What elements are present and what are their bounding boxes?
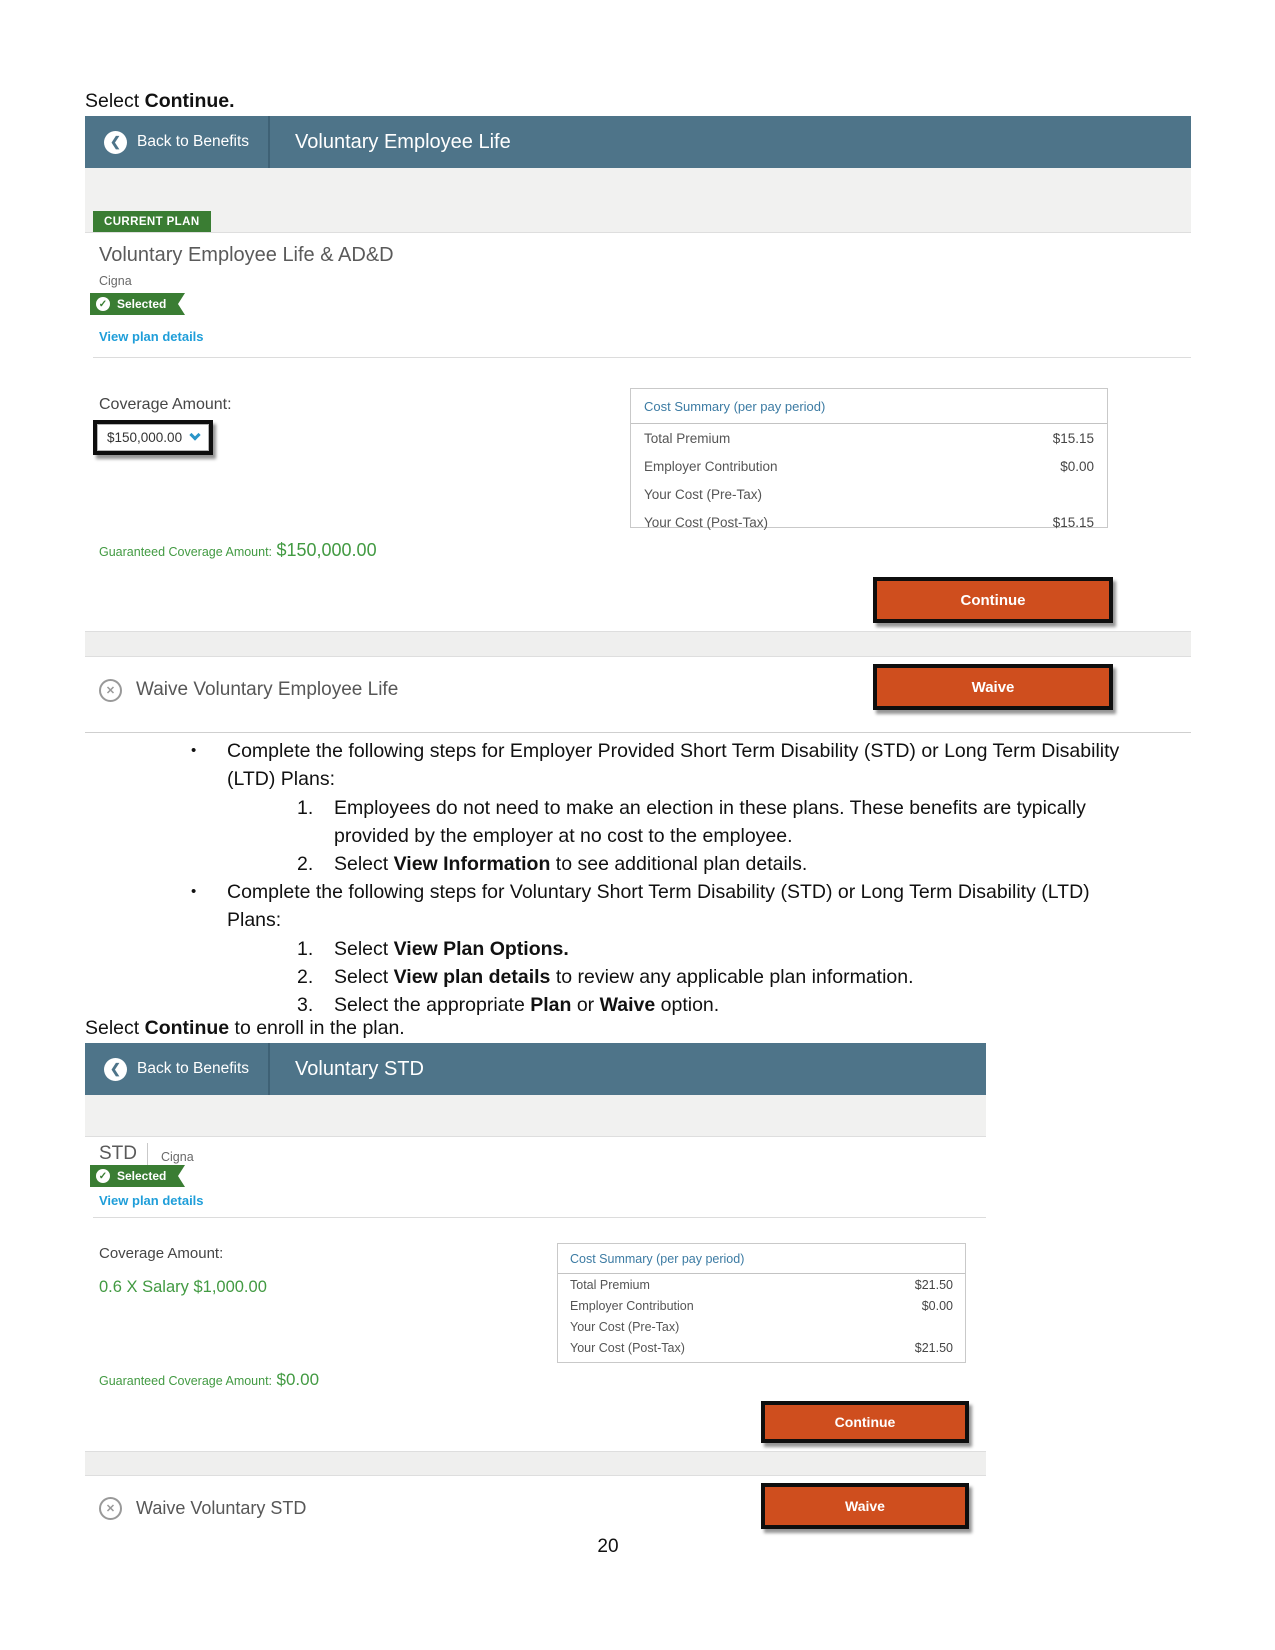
back-button-label: Back to Benefits: [137, 133, 250, 150]
cost-row-label: Total Premium: [644, 430, 731, 446]
page-number: 20: [597, 1536, 619, 1557]
screenshot-voluntary-std: [85, 1043, 986, 1532]
step-text: Select View Plan Options.: [334, 938, 569, 960]
plan-name: STD: [99, 1143, 137, 1164]
waive-x-icon: ✕: [99, 1497, 122, 1520]
view-plan-details-link[interactable]: View plan details: [99, 1193, 204, 1208]
page-title: Voluntary STD: [295, 1057, 424, 1080]
guaranteed-coverage-line: [99, 1370, 319, 1390]
intro-text: Select: [85, 90, 145, 112]
waive-x-icon: ✕: [99, 679, 122, 702]
cost-row-label: Your Cost (Post-Tax): [570, 1340, 685, 1355]
outro-bold: Continue: [144, 1017, 230, 1039]
guaranteed-coverage-line: [99, 540, 377, 561]
coverage-amount-label: Coverage Amount:: [99, 396, 232, 413]
bullet-marker: •: [191, 883, 197, 900]
back-button-label: Back to Benefits: [137, 1060, 250, 1077]
coverage-amount-dropdown[interactable]: [93, 420, 213, 455]
step-number: 2.: [297, 966, 314, 988]
app-header-bar: [85, 1043, 986, 1095]
cost-row-label: Employer Contribution: [644, 458, 778, 474]
waive-option-row: [99, 668, 398, 712]
selected-status-badge: [90, 1165, 178, 1187]
step-text: Employees do not need to make an election in these plans. These benefits are typically provided by the employer at no cost to the employee.: [334, 797, 1086, 847]
list-item: [85, 878, 1145, 934]
cost-summary-title: Cost Summary (per pay period): [631, 389, 1107, 424]
plan-name: Voluntary Employee Life & AD&D: [99, 244, 394, 266]
coverage-dropdown-value: $150,000.00: [107, 430, 183, 445]
list-item: [85, 737, 1145, 793]
waive-option-row: [99, 1486, 306, 1530]
view-plan-details-link[interactable]: View plan details: [99, 329, 204, 344]
chevron-down-icon: [189, 429, 200, 440]
table-row: [631, 480, 1107, 508]
back-chevron-icon: ❮: [104, 131, 127, 154]
step-text: Select the appropriate Plan or Waive option.: [334, 994, 720, 1016]
cost-row-label: Your Cost (Pre-Tax): [644, 486, 763, 502]
check-icon: ✓: [96, 297, 110, 311]
bullet-text: Complete the following steps for Employer Provided Short Term Disability (STD) or Long Term Disability (LTD) Plans:: [227, 740, 1120, 790]
page-title: Voluntary Employee Life: [295, 130, 511, 153]
step-text: Select View plan details to review any applicable plan information.: [334, 966, 914, 988]
cost-summary-title: Cost Summary (per pay period): [558, 1244, 965, 1274]
list-item: [85, 935, 1145, 963]
selected-label: Selected: [117, 297, 167, 311]
step-number: 1.: [297, 938, 314, 960]
waive-button[interactable]: Waive: [761, 1483, 969, 1529]
waive-option-label: Waive Voluntary Employee Life: [136, 679, 399, 700]
cost-row-value: $21.50: [914, 1277, 953, 1292]
cost-row-value: $21.50: [914, 1340, 953, 1355]
waive-option-label: Waive Voluntary STD: [136, 1497, 307, 1518]
continue-button[interactable]: Continue: [873, 577, 1113, 623]
guaranteed-label: Guaranteed Coverage Amount:: [99, 545, 273, 559]
table-row: [558, 1274, 965, 1295]
current-plan-badge: CURRENT PLAN: [93, 211, 211, 232]
step-number: 3.: [297, 994, 314, 1016]
cost-row-label: Employer Contribution: [570, 1298, 694, 1313]
table-row: [558, 1337, 965, 1358]
section-separator: [85, 1451, 986, 1476]
back-to-benefits-button[interactable]: [85, 1043, 270, 1095]
cost-row-value: $15.15: [1052, 514, 1094, 530]
table-row: [631, 424, 1107, 452]
divider: [93, 357, 1191, 358]
table-row: [631, 508, 1107, 536]
step-number: 1.: [297, 797, 314, 819]
cost-row-value: $0.00: [921, 1298, 953, 1313]
bullet-text: Complete the following steps for Voluntary Short Term Disability (STD) or Long Term Disability (LTD) Plans:: [227, 881, 1090, 931]
step-number: 2.: [297, 853, 314, 875]
step-text: Select View Information to see additional plan details.: [334, 853, 808, 875]
coverage-amount-value: 0.6 X Salary $1,000.00: [99, 1278, 267, 1296]
cost-row-value: $15.15: [1052, 430, 1094, 446]
outro-text-post: to enroll in the plan.: [229, 1017, 405, 1039]
section-separator: [85, 631, 1191, 657]
instruction-list: [85, 737, 1145, 1019]
back-chevron-icon: ❮: [104, 1058, 127, 1081]
selected-label: Selected: [117, 1169, 167, 1183]
outro-text: Select: [85, 1017, 145, 1039]
coverage-amount-label: Coverage Amount:: [99, 1245, 224, 1262]
cost-row-label: Your Cost (Pre-Tax): [570, 1319, 680, 1334]
outro-instruction: [85, 1015, 405, 1042]
carrier-name: Cigna: [99, 274, 132, 288]
divider: [93, 1217, 986, 1218]
continue-button[interactable]: Continue: [761, 1401, 969, 1443]
screenshot-voluntary-employee-life: [85, 116, 1191, 733]
back-to-benefits-button[interactable]: [85, 116, 270, 168]
cost-summary-panel: [557, 1243, 966, 1363]
list-item: [85, 850, 1145, 878]
intro-bold: Continue.: [144, 90, 235, 112]
intro-instruction: [85, 88, 235, 115]
carrier-name: Cigna: [161, 1150, 194, 1164]
table-row: [631, 452, 1107, 480]
bullet-marker: •: [191, 742, 197, 759]
list-item: [85, 794, 1145, 850]
selected-status-badge: [90, 293, 178, 315]
subheader-strip: [85, 1095, 986, 1137]
list-item: [85, 963, 1145, 991]
cost-row-label: Your Cost (Post-Tax): [644, 514, 769, 530]
table-row: [558, 1316, 965, 1337]
cost-row-label: Total Premium: [570, 1277, 650, 1292]
subheader-strip: [85, 168, 1191, 233]
guaranteed-label: Guaranteed Coverage Amount:: [99, 1374, 273, 1388]
waive-button[interactable]: Waive: [873, 664, 1113, 710]
guaranteed-value: $0.00: [276, 1370, 320, 1389]
app-header-bar: [85, 116, 1191, 168]
cost-summary-panel: [630, 388, 1108, 528]
check-icon: ✓: [96, 1169, 110, 1183]
table-row: [558, 1295, 965, 1316]
cost-row-value: $0.00: [1060, 458, 1094, 474]
guaranteed-value: $150,000.00: [276, 540, 377, 560]
